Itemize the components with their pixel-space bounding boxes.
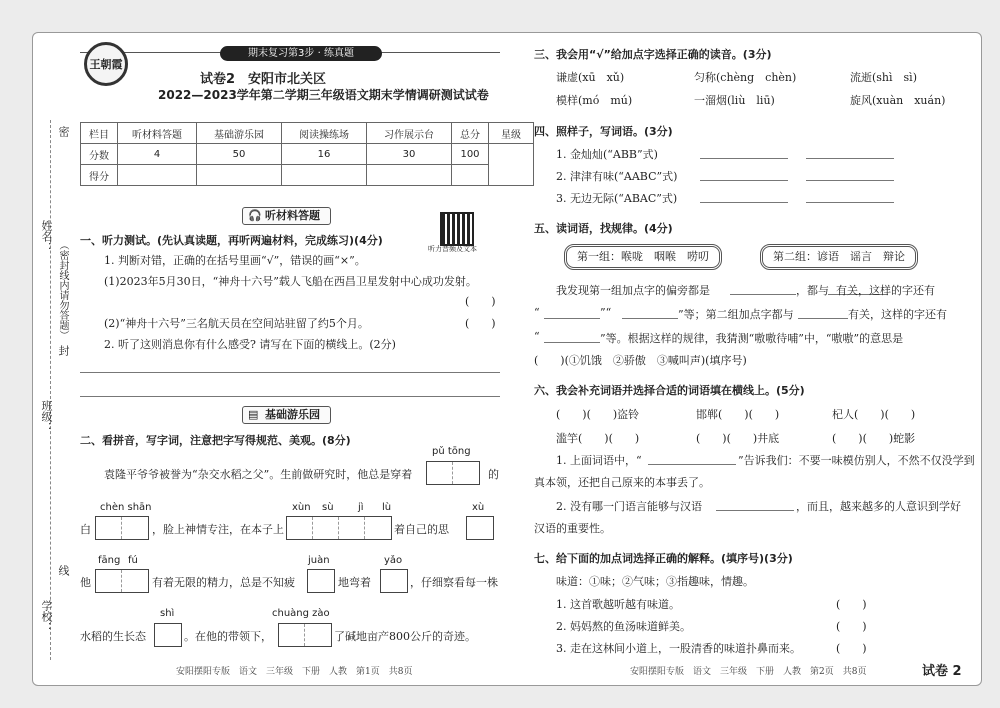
tianzige-box[interactable] [426,461,480,485]
section-listen-label: 听材料答题 [265,209,320,222]
word-group-2: 第二组：谚语 谣言 辩论 [760,244,918,270]
earned-cell[interactable] [452,165,489,186]
q5-text: ”等。根据这样的规律，我猜测“嗷嗷待哺”中，“嗷嗷”的意思是 [600,332,904,345]
q6-idiom[interactable]: ( )( )盗铃 [556,408,640,421]
q2-text: ，脸上神情专注，在本子上 [152,523,284,536]
score-cell: 30 [367,144,452,165]
q2-text: 的 [488,468,499,481]
earned-cell[interactable] [118,165,197,186]
pinyin: sù [322,502,334,513]
q4-item: 2. 津津有味(“AABC”式) [556,170,678,183]
q2-text: 着自己的思 [394,523,449,536]
earned-cell[interactable] [367,165,452,186]
answer-line[interactable] [716,510,794,511]
pinyin: chuàng zào [272,608,330,619]
tianzige-box[interactable] [154,623,182,647]
answer-line[interactable] [80,396,500,397]
q2-text: 地弯着 [338,576,371,589]
paper-badge: 试卷 2 [922,664,962,679]
q5-text: ，都与 [796,284,829,297]
score-row [81,144,534,165]
q3-title: 三、我会用“√”给加点字选择正确的读音。(3分) [534,48,772,61]
q5-text: ”“ [600,306,612,319]
section-listen [242,207,331,225]
q3-item[interactable]: 匀称(chèng chèn) [694,71,797,84]
school-label: 学校： [40,600,53,633]
score-header: 习作展示台 [367,123,452,144]
score-header: 星级 [489,123,534,144]
q3-item[interactable]: 谦虚(xū xǔ) [556,71,625,84]
score-header: 基础游乐园 [197,123,282,144]
q1-answer-2[interactable]: ( ) [465,317,496,330]
q2-text: 水稻的生长态 [80,630,146,643]
qr-label: 听力音频及文本 [428,245,477,253]
pinyin: juàn [308,555,330,566]
pinyin: pǔ tōng [432,446,471,457]
answer-line[interactable] [648,464,736,465]
q2-text: ，仔细察看每一株 [410,576,498,589]
q1-item2: (2)“神舟十六号”三名航天员在空间站驻留了约5个月。 [104,317,369,330]
q5-text: 有关，这样的字还有 [836,284,935,297]
pinyin: fāng [98,555,121,566]
headphone-icon: 🎧 [248,209,262,222]
pinyin: fú [128,555,138,566]
q5-title: 五、读词语，找规律。(4分) [534,222,673,235]
q6-idiom[interactable]: 邯郸( )( ) [696,408,780,421]
tianzige-box[interactable] [278,623,332,647]
q6-text: ”告诉我们：不要一味模仿别人，不然不仅没学到 [738,454,975,467]
publisher-logo: 王朝霞 [84,42,128,86]
q2-text: 。在他的带领下， [184,630,272,643]
q7-title: 七、给下面的加点词选择正确的解释。(填序号)(3分) [534,552,793,565]
tianzige-box[interactable] [95,569,149,593]
q3-item[interactable]: 流逝(shì sì) [850,71,917,84]
q7-item: 2. 妈妈熬的鱼汤味道鲜美。 [556,620,691,633]
q5-text: “ [534,330,540,343]
q6-text: 1. 上面词语中，“ [556,454,642,467]
q7-definition: 味道：①味；②气味；③指趣味，情趣。 [556,575,754,588]
tianzige-box[interactable] [286,516,392,540]
q6-text: 汉语的重要性。 [534,522,611,535]
earned-cell[interactable] [282,165,367,186]
answer-line[interactable] [700,158,788,159]
score-header: 总分 [452,123,489,144]
q6-text: 真本领，还把自己原来的本事丢了。 [534,476,710,489]
score-table [80,122,534,186]
word-group-1: 第一组：喉咙 咽喉 唠叨 [564,244,722,270]
seal-note: （密封线内请勿答题） [57,240,68,340]
score-header-row [81,123,534,144]
q2-text: 有着无限的精力，总是不知疲 [152,576,295,589]
tianzige-box[interactable] [307,569,335,593]
score-cell: 16 [282,144,367,165]
q3-item[interactable]: 模样(mó mú) [556,94,633,107]
q4-item: 1. 金灿灿(“ABB”式) [556,148,658,161]
q6-idiom[interactable]: ( )( )井底 [696,432,780,445]
q5-text: ”等；第二组加点字都与 [678,308,794,321]
seal-char-feng: 封 [57,345,70,356]
q1-title: 一、听力测试。(先认真读题，再听两遍材料，完成练习)(4分) [80,234,383,247]
pinyin: jì [358,502,364,513]
q5-text: 我发现第一组加点字的偏旁都是 [556,284,710,297]
q6-idiom[interactable]: ( )( )蛇影 [832,432,916,445]
answer-line[interactable] [700,202,788,203]
tianzige-box[interactable] [95,516,149,540]
q1-sub2: 2. 听了这则消息你有什么感受? 请写在下面的横线上。(2分) [104,338,396,351]
q5-text: ( )(①饥饿 ②骄傲 ③喊叫声)(填序号) [534,354,747,367]
score-cell: 4 [118,144,197,165]
q3-item[interactable]: 旋风(xuàn xuán) [850,94,946,107]
qr-code-icon[interactable] [440,212,474,246]
score-cell: 分数 [81,144,118,165]
score-header: 听材料答题 [118,123,197,144]
pinyin: chèn shān [100,502,152,513]
exam-subtitle: 2022—2023学年第二学期三年级语文期末学情调研测试试卷 [158,88,489,102]
q1-item1: (1)2023年5月30日，“神舟十六号”载人飞船在西昌卫星发射中心成功发射。 [104,275,477,288]
seal-char-xian: 线 [57,565,70,576]
answer-line[interactable] [544,318,600,319]
answer-line[interactable] [806,158,894,159]
header-banner: 期末复习第3步 · 练真题 [220,46,382,61]
q6-title: 六、我会补充词语并选择合适的词语填在横线上。(5分) [534,384,805,397]
q3-item[interactable]: 一溜烟(liù liū) [694,94,775,107]
earned-row [81,165,534,186]
pinyin: yǎo [384,555,403,566]
q2-title: 二、看拼音，写字词，注意把字写得规范、美观。(8分) [80,434,351,447]
q2-text: 他 [80,576,91,589]
answer-line[interactable] [730,294,796,295]
tianzige-box[interactable] [466,516,494,540]
q7-answer-1[interactable]: ( ) [836,598,867,611]
answer-line[interactable] [544,342,600,343]
seal-line [50,120,51,660]
answer-line[interactable] [80,372,500,373]
q6-text: ，而且，越来越多的人意识到学好 [796,500,961,513]
tianzige-box[interactable] [380,569,408,593]
answer-line[interactable] [622,318,678,319]
section-basic-label: 基础游乐园 [265,408,320,421]
q6-text: 2. 没有哪一门语言能够与汉语 [556,500,702,513]
score-cell: 100 [452,144,489,165]
pinyin: shì [160,608,175,619]
q1-sub1: 1. 判断对错，正确的在括号里画“√”，错误的画“×”。 [104,254,366,267]
answer-line[interactable] [806,180,894,181]
q6-idiom[interactable]: 滥竽( )( ) [556,432,640,445]
q2-text: 袁隆平爷爷被誉为“杂交水稻之父”。生前做研究时，他总是穿着 [104,468,413,481]
q5-text: “ [534,306,540,319]
q4-item: 3. 无边无际(“ABAC”式) [556,192,678,205]
star-cell[interactable] [489,144,534,186]
earned-cell[interactable] [197,165,282,186]
q6-idiom[interactable]: 杞人( )( ) [832,408,916,421]
answer-line[interactable] [798,318,848,319]
pinyin: xùn [292,502,311,513]
q5-text: 有关，这样的字还有 [848,308,947,321]
q7-item: 1. 这首歌越听越有味道。 [556,598,680,611]
book-icon: ▤ [248,408,259,421]
section-basic [242,406,331,424]
q4-title: 四、照样子，写词语。(3分) [534,125,673,138]
score-cell: 50 [197,144,282,165]
seal-char-mi: 密 [57,126,70,137]
footer-right: 安阳摆阳专版 语文 三年级 下册 人教 第2页 共8页 [630,667,867,677]
q7-item: 3. 走在这林间小道上，一股清香的味道扑鼻而来。 [556,642,801,655]
exam-title: 试卷2 安阳市北关区 [200,72,327,87]
q1-answer-1[interactable]: ( ) [465,295,496,308]
score-cell: 得分 [81,165,118,186]
q7-answer-3[interactable]: ( ) [836,642,867,655]
answer-line[interactable] [700,180,788,181]
answer-line[interactable] [806,202,894,203]
score-header: 栏目 [81,123,118,144]
q7-answer-2[interactable]: ( ) [836,620,867,633]
pinyin: lù [382,502,392,513]
q2-text: 白 [80,523,91,536]
pinyin: xù [472,502,485,513]
class-label: 班级： [40,400,53,433]
name-label: 姓名： [40,220,53,253]
q2-text: 了碱地亩产800公斤的奇迹。 [334,630,476,643]
footer-left: 安阳摆阳专版 语文 三年级 下册 人教 第1页 共8页 [176,667,413,677]
score-header: 阅读操练场 [282,123,367,144]
